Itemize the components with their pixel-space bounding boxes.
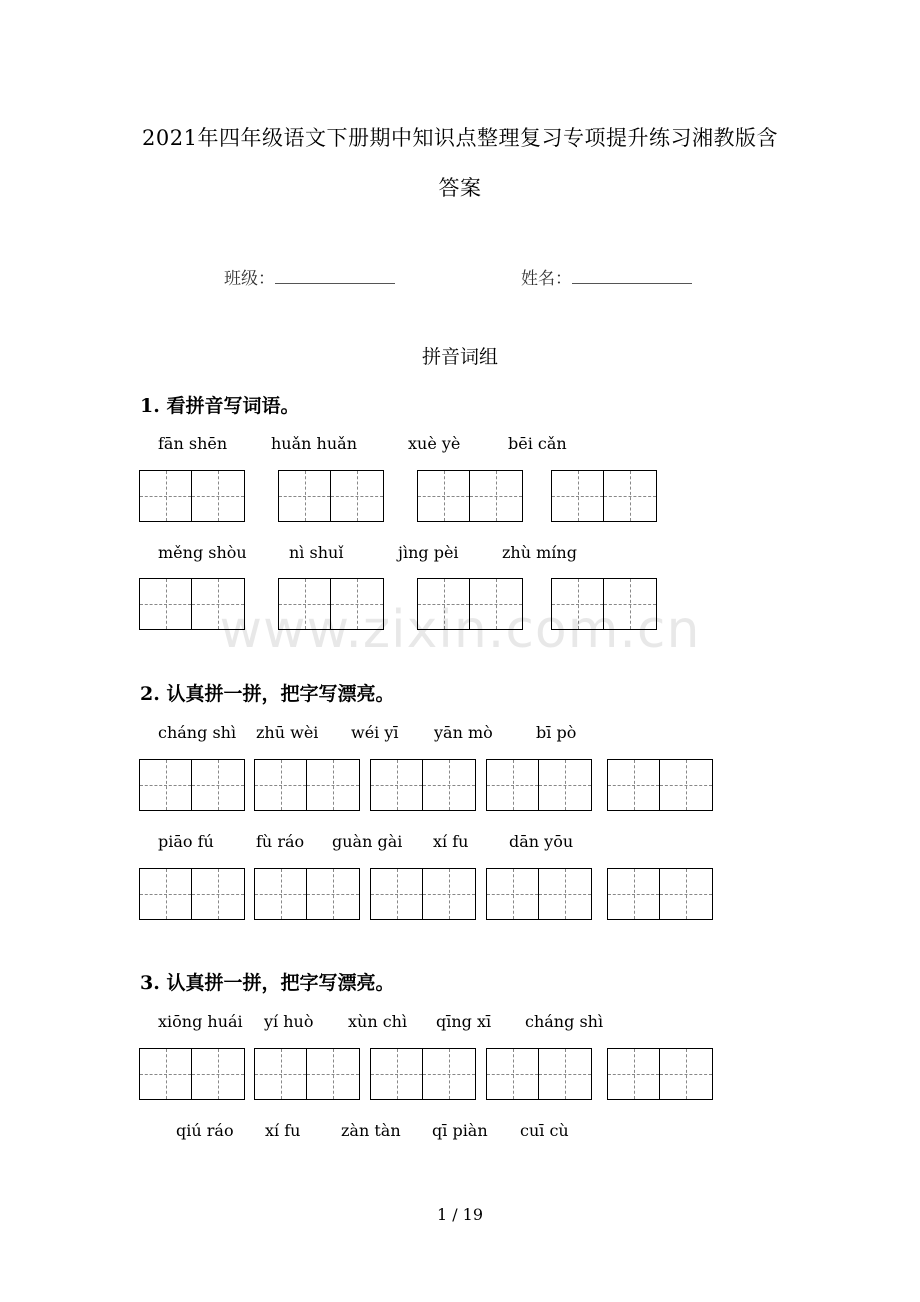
pinyin-label: xí fu [433, 832, 469, 851]
writing-grid[interactable] [607, 759, 713, 811]
pinyin-label: qiú ráo [176, 1121, 234, 1140]
pinyin-label: cháng shì [158, 723, 237, 742]
writing-grid[interactable] [370, 759, 476, 811]
pinyin-label: nì shuǐ [289, 543, 344, 562]
pinyin-label: zhū wèi [256, 723, 319, 742]
question-1-heading: 1. 看拼音写词语。 [140, 395, 300, 417]
doc-title-line1: 2021年四年级语文下册期中知识点整理复习专项提升练习湘教版含 [142, 126, 778, 150]
pinyin-label: qī piàn [432, 1121, 488, 1140]
name-field [521, 264, 692, 289]
pinyin-label: xùn chì [348, 1012, 408, 1031]
writing-grid[interactable] [607, 868, 713, 920]
writing-grid[interactable] [370, 868, 476, 920]
doc-title-line2: 答案 [438, 176, 482, 200]
class-field [224, 264, 395, 289]
pinyin-label: zàn tàn [341, 1121, 401, 1140]
writing-grid[interactable] [139, 868, 245, 920]
class-blank [275, 267, 395, 284]
section-title: 拼音词组 [421, 346, 498, 368]
pinyin-label: fān shēn [158, 434, 228, 453]
pinyin-label: yí huò [264, 1012, 314, 1031]
writing-grid[interactable] [254, 759, 360, 811]
writing-grid[interactable] [139, 759, 245, 811]
pinyin-label: zhù míng [502, 543, 577, 562]
pinyin-label: bī pò [536, 723, 577, 742]
pinyin-label: xiōng huái [158, 1012, 243, 1031]
pinyin-label: guàn gài [332, 832, 403, 851]
name-blank [572, 267, 692, 284]
pinyin-label: měng shòu [158, 543, 247, 562]
writing-grid[interactable] [139, 470, 245, 522]
pinyin-label: yān mò [434, 723, 493, 742]
question-3-heading: 3. 认真拼一拼，把字写漂亮。 [140, 972, 395, 994]
pinyin-label: cháng shì [525, 1012, 604, 1031]
writing-grid[interactable] [486, 868, 592, 920]
pinyin-label: xuè yè [408, 434, 461, 453]
pinyin-label: jìng pèi [398, 543, 459, 562]
watermark: www.zixin.com.cn [219, 600, 701, 660]
pinyin-label: bēi cǎn [508, 434, 567, 453]
writing-grid[interactable] [607, 1048, 713, 1100]
pinyin-label: cuī cù [520, 1121, 569, 1140]
pinyin-label: qīng xī [436, 1012, 492, 1031]
class-label: 班级： [224, 269, 275, 289]
question-2-heading: 2. 认真拼一拼，把字写漂亮。 [140, 683, 395, 705]
writing-grid[interactable] [486, 759, 592, 811]
writing-grid[interactable] [417, 470, 523, 522]
writing-grid[interactable] [486, 1048, 592, 1100]
pinyin-label: piāo fú [158, 832, 214, 851]
writing-grid[interactable] [254, 868, 360, 920]
writing-grid[interactable] [551, 470, 657, 522]
writing-grid[interactable] [254, 1048, 360, 1100]
page-number: 1 / 19 [436, 1205, 484, 1224]
name-label: 姓名： [521, 269, 572, 289]
writing-grid[interactable] [139, 1048, 245, 1100]
pinyin-label: dān yōu [509, 832, 574, 851]
pinyin-label: huǎn huǎn [271, 434, 357, 453]
writing-grid[interactable] [370, 1048, 476, 1100]
pinyin-label: xí fu [265, 1121, 301, 1140]
pinyin-label: fù ráo [256, 832, 305, 851]
pinyin-label: wéi yī [351, 723, 399, 742]
writing-grid[interactable] [278, 470, 384, 522]
